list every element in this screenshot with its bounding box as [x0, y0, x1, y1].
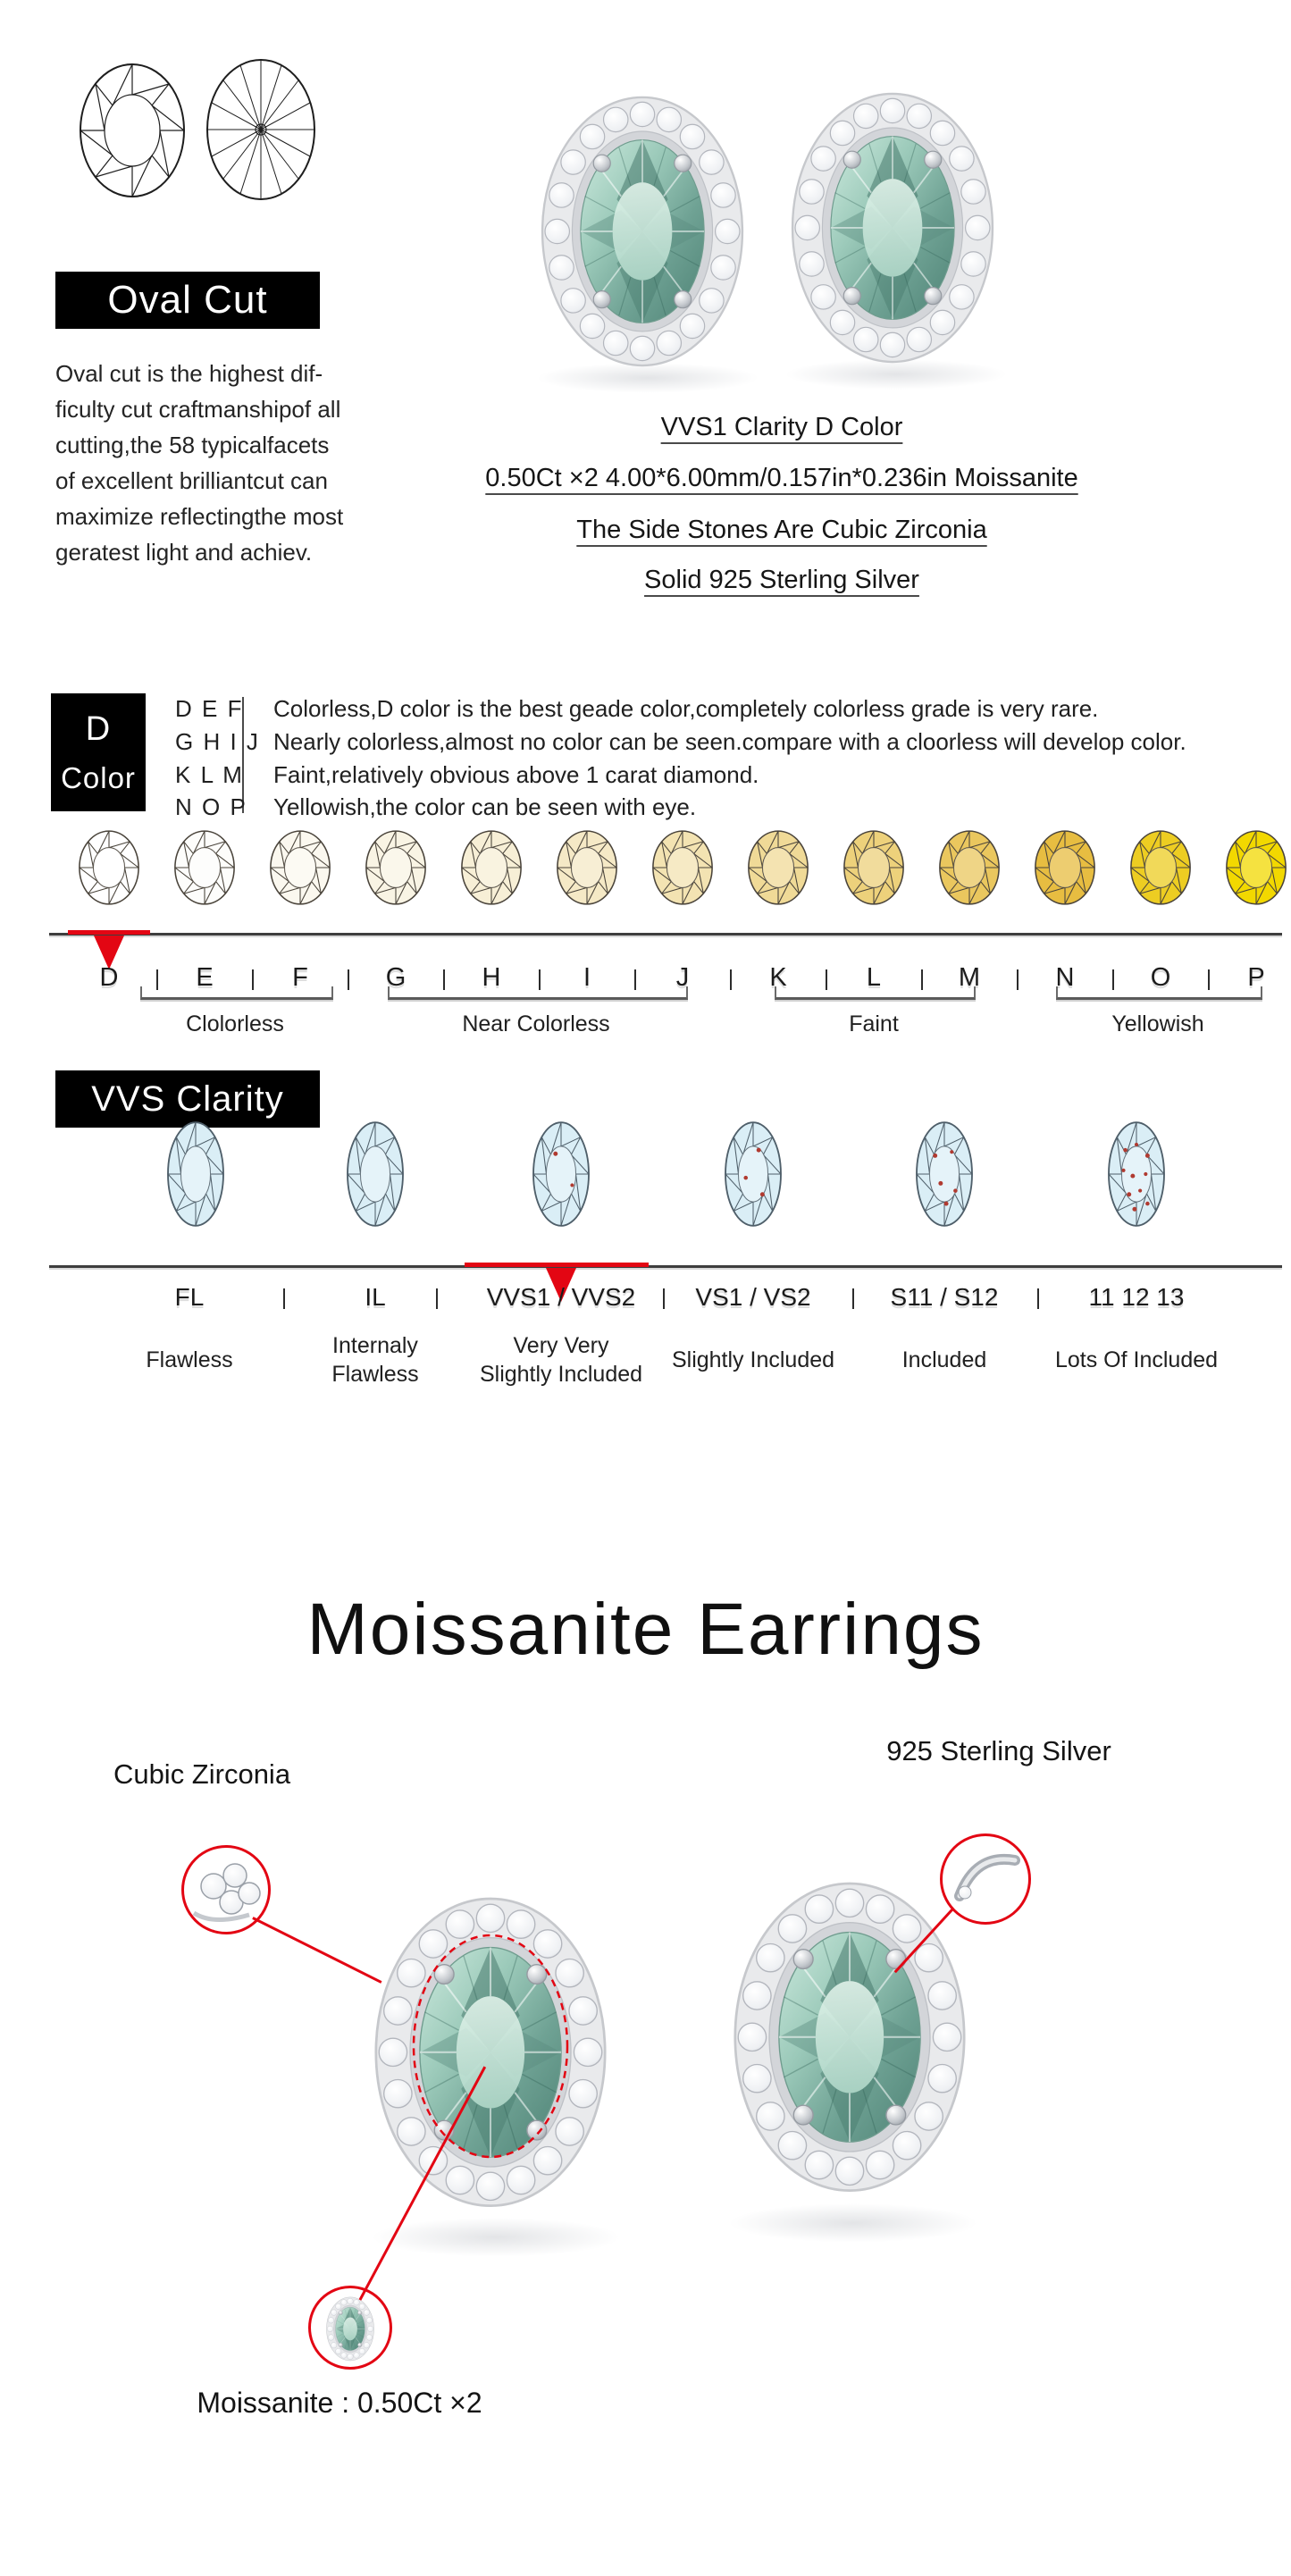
color-swatch-K	[745, 827, 811, 908]
summary-line-2: 0.50Ct ×2 4.00*6.00mm/0.157in*0.236in Moissanite	[485, 464, 1078, 492]
clarity-separator: |	[433, 1285, 440, 1310]
scale-letter: F	[292, 963, 308, 992]
scale-letter: E	[196, 963, 214, 992]
clarity-label-line: Internaly	[332, 1333, 418, 1358]
grade-group: D E F	[175, 695, 244, 722]
moissanite-highlight-ellipse	[407, 1928, 574, 2164]
clarity-grade: 11 12 13	[1088, 1283, 1185, 1311]
group-bracket	[388, 986, 688, 1000]
clarity-label-line: Slightly Included	[671, 1347, 835, 1372]
moissanite-zoom-icon	[323, 2291, 378, 2364]
d-color-banner	[51, 693, 146, 811]
scale-letter: N	[1055, 963, 1075, 992]
annotated-earring-right	[716, 1854, 984, 2208]
group-label: Near Colorless	[462, 1011, 610, 1036]
clarity-gem-IL	[343, 1119, 407, 1229]
cubic-zirconia-label: Cubic Zirconia	[113, 1758, 291, 1790]
oval-cut-banner	[55, 272, 320, 329]
clarity-label-line: Slightly Included	[479, 1362, 643, 1387]
summary-line-4: Solid 925 Sterling Silver	[644, 566, 919, 594]
page-title: Moissanite Earrings	[306, 1588, 985, 1670]
clarity-label	[1020, 1346, 1253, 1374]
grade-description: Nearly colorless,almost no color can be seen.compare with a cloorless will develop color.	[273, 728, 1186, 755]
scale-letter: P	[1247, 963, 1265, 992]
color-swatch-L	[841, 827, 907, 908]
color-swatch-F	[267, 827, 333, 908]
scale-separator: |	[1014, 966, 1021, 991]
clarity-gem-VVS	[529, 1119, 593, 1229]
clarity-grade: S11 / S12	[890, 1283, 999, 1311]
grade-description: Colorless,D color is the best geade color,completely colorless grade is very rare.	[273, 695, 1099, 722]
clarity-label-line: Lots Of Included	[1054, 1347, 1219, 1372]
clarity-grade: VS1 / VS2	[695, 1283, 811, 1311]
group-bracket	[140, 986, 333, 1000]
description-line: cutting,the 58 typicalfacets	[55, 432, 330, 458]
scale-separator: |	[154, 966, 161, 991]
scale-separator: |	[536, 966, 543, 991]
scale-letter: M	[958, 963, 981, 992]
color-swatch-E	[172, 827, 238, 908]
scale-letter: K	[769, 963, 787, 992]
group-bracket	[775, 986, 976, 1000]
earring-shadow	[371, 2218, 621, 2257]
earring-photo-left	[525, 71, 759, 381]
vvs-clarity-banner-label: VVS Clarity	[91, 1078, 284, 1119]
group-label: Faint	[849, 1011, 899, 1036]
scale-letter: J	[675, 963, 690, 992]
oval-cut-banner-label: Oval Cut	[107, 278, 268, 322]
color-swatch-O	[1128, 827, 1194, 908]
clarity-grade: IL	[365, 1283, 386, 1311]
scale-letter: D	[99, 963, 119, 992]
scale-separator: |	[632, 966, 639, 991]
scale-letter: I	[583, 963, 591, 992]
color-swatch-J	[650, 827, 716, 908]
scale-separator: |	[918, 966, 926, 991]
scale-separator: |	[345, 966, 352, 991]
scale-letter: L	[866, 963, 882, 992]
earring-photo-right	[775, 68, 1010, 377]
clarity-label-line: Flawless	[331, 1362, 419, 1387]
grade-group: G H I J	[175, 728, 260, 755]
d-color-banner-line2: Color	[61, 760, 136, 794]
group-label: Clolorless	[186, 1011, 284, 1036]
moissanite-label: Moissanite : 0.50Ct ×2	[197, 2387, 482, 2419]
moissanite-callout-circle	[308, 2286, 392, 2370]
grade-group: K L M	[175, 761, 244, 788]
scale-letter: G	[385, 963, 407, 992]
clarity-separator: |	[660, 1285, 667, 1310]
description-line: geratest light and achiev.	[55, 539, 313, 566]
clarity-gem-VS	[721, 1119, 785, 1229]
scale-separator: |	[727, 966, 734, 991]
clarity-separator: |	[850, 1285, 857, 1310]
color-scale-highlight	[68, 930, 150, 935]
description-line: Oval cut is the highest dif-	[55, 360, 323, 387]
scale-separator: |	[440, 966, 448, 991]
color-swatch-D	[76, 827, 142, 908]
clarity-grade: VVS1 / VVS2	[486, 1283, 636, 1311]
group-label: Yellowish	[1111, 1011, 1204, 1036]
summary-line-3: The Side Stones Are Cubic Zirconia	[576, 516, 987, 544]
color-swatch-N	[1032, 827, 1098, 908]
scale-letter: O	[1150, 963, 1171, 992]
summary-line-1: VVS1 Clarity D Color	[660, 413, 903, 441]
color-swatch-G	[363, 827, 429, 908]
scale-separator: |	[823, 966, 830, 991]
d-color-banner-line1: D	[85, 709, 112, 748]
grade-description: Yellowish,the color can be seen with eye.	[273, 793, 697, 820]
clarity-gem-SI	[912, 1119, 977, 1229]
description-line: ficulty cut craftmanshipof all	[55, 396, 341, 423]
sterling-silver-callout-circle	[940, 1833, 1031, 1925]
color-swatch-P	[1223, 827, 1289, 908]
scale-separator: |	[1205, 966, 1212, 991]
clarity-label-line: Flawless	[146, 1347, 233, 1372]
silver-post-zoom-icon	[945, 1839, 1026, 1919]
description-line: of excellent brilliantcut can	[55, 467, 328, 494]
clarity-separator: |	[1035, 1285, 1042, 1310]
description-line: maximize reflectingthe most	[55, 503, 344, 530]
clarity-scale-line	[49, 1265, 1282, 1268]
color-swatch-H	[458, 827, 524, 908]
earring-shadow	[728, 2203, 978, 2243]
color-scale-line	[49, 933, 1282, 936]
color-swatch-I	[554, 827, 620, 908]
grade-description: Faint,relatively obvious above 1 carat diamond.	[273, 761, 759, 788]
color-swatch-M	[936, 827, 1002, 908]
scale-separator: |	[249, 966, 256, 991]
clarity-scale-highlight	[465, 1263, 649, 1267]
clarity-separator: |	[281, 1285, 288, 1310]
clarity-gem-FL	[163, 1119, 228, 1229]
clarity-label-line: Very Very	[513, 1333, 609, 1358]
clarity-label-line: Included	[901, 1347, 987, 1372]
brilliant-gem-outline-icon	[198, 54, 323, 206]
oval-gem-outline-icon	[70, 59, 195, 202]
grade-group: N O P	[175, 793, 247, 820]
clarity-gem-I	[1104, 1119, 1169, 1229]
sterling-silver-label: 925 Sterling Silver	[886, 1735, 1111, 1766]
clarity-grade: FL	[174, 1283, 205, 1311]
scale-separator: |	[1110, 966, 1117, 991]
scale-letter: H	[482, 963, 501, 992]
group-bracket	[1056, 986, 1262, 1000]
